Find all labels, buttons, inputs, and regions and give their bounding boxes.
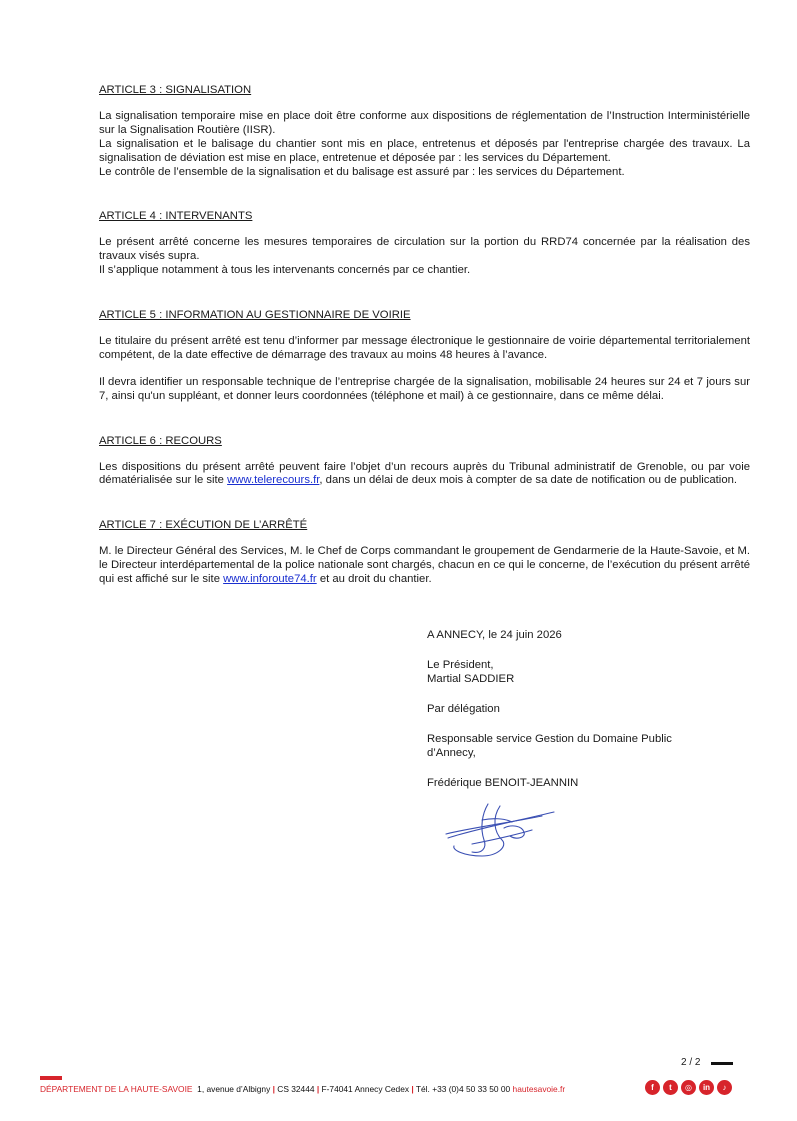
- footer-phone: Tél. +33 (0)4 50 33 50 00: [415, 1084, 511, 1094]
- article-5: [99, 309, 750, 404]
- article-3: [99, 84, 750, 179]
- president-name: Martial SADDIER: [427, 673, 515, 685]
- paragraph-text: Les dispositions du présent arrêté peuvent faire l’objet d’un recours auprès du Tribunal administratif de Grenoble, ou par voie dématérialisée sur le site: [99, 460, 750, 487]
- twitter-icon[interactable]: t: [663, 1080, 678, 1095]
- footer-address: 1, avenue d’Albigny: [197, 1084, 271, 1094]
- paragraph: Le présent arrêté concerne les mesures temporaires de circulation sur la portion du RRD74 concernée par la réalisation des travaux visés supra.: [99, 236, 750, 263]
- signature-block: [427, 628, 747, 790]
- paragraph: [99, 545, 750, 587]
- article-6: [99, 435, 750, 489]
- linkedin-icon[interactable]: in: [699, 1080, 714, 1095]
- article-title: ARTICLE 5 : INFORMATION AU GESTIONNAIRE DE VOIRIE: [99, 309, 411, 322]
- role-line: d’Annecy,: [427, 747, 476, 759]
- department-name: DÉPARTEMENT DE LA HAUTE-SAVOIE: [40, 1084, 193, 1094]
- article-title: ARTICLE 3 : SIGNALISATION: [99, 84, 252, 96]
- inforoute-link[interactable]: www.inforoute74.fr: [223, 573, 317, 586]
- footer-separator: |: [411, 1084, 414, 1094]
- paragraph: La signalisation et le balisage du chantier sont mis en place, entretenus et déposés par l'entreprise chargée des travaux. La signalisation de déviation est mise en place, entretenue et déposée par : les services du Département.: [99, 137, 750, 164]
- footer-city: F-74041 Annecy Cedex: [321, 1084, 410, 1094]
- paragraph: Le contrôle de l’ensemble de la signalisation et du balisage est assuré par : les services du Département.: [99, 165, 625, 178]
- page-number-bar: [711, 1062, 733, 1065]
- paragraph-text: M. le Directeur Général des Services, M. le Chef de Corps commandant le groupement de Gendarmerie de la Haute-Savoie, et M. le Directeur interdépartemental de la police nationale sont chargés, chacun en ce qui le concerne, de l’exécution du présent arrêté qui est affiché sur le site: [99, 545, 750, 586]
- article-7: [99, 519, 750, 587]
- paragraph: [99, 461, 750, 489]
- document-body: [99, 84, 750, 587]
- footer-accent-bar: [40, 1076, 62, 1080]
- paragraph: Il devra identifier un responsable technique de l’entreprise chargée de la signalisation, mobilisable 24 heures sur 24 et 7 jours sur 7, ainsi qu'un suppléant, et donner leurs coordonnées (téléphone et mail) à ce gestionnaire, dans ce même délai.: [99, 375, 750, 402]
- tiktok-icon[interactable]: ♪: [717, 1080, 732, 1095]
- handwritten-signature: [442, 800, 562, 860]
- paragraph: La signalisation temporaire mise en place doit être conforme aux dispositions de réglementation de l’Instruction Interministérielle sur la Signalisation Routière (IISR).: [99, 109, 750, 136]
- facebook-icon[interactable]: f: [645, 1080, 660, 1095]
- footer-separator: |: [272, 1084, 275, 1094]
- paragraph-text: , dans un délai de deux mois à compter de sa date de notification ou de publication.: [319, 474, 738, 487]
- delegation-text: Par délégation: [427, 703, 500, 715]
- telerecours-link[interactable]: www.telerecours.fr: [227, 474, 320, 487]
- article-4: [99, 210, 750, 278]
- instagram-icon[interactable]: ◎: [681, 1080, 696, 1095]
- social-icons: [645, 1080, 732, 1095]
- paragraph: Le titulaire du présent arrêté est tenu d’informer par message électronique le gestionnaire de voirie départemental territorialement compétent, de la date effective de démarrage des travaux au moins 48 heures à l’avance.: [99, 334, 750, 361]
- footer-website[interactable]: hautesavoie.fr: [512, 1084, 566, 1094]
- page-number: 2 / 2: [681, 1057, 701, 1068]
- paragraph-text: et au droit du chantier.: [316, 573, 432, 586]
- article-title: ARTICLE 7 : EXÉCUTION DE L’ARRÊTÉ: [99, 519, 308, 532]
- footer: [40, 1084, 565, 1094]
- footer-cs: CS 32444: [277, 1084, 315, 1094]
- footer-separator: |: [316, 1084, 320, 1094]
- article-title: ARTICLE 4 : INTERVENANTS: [99, 210, 253, 223]
- article-title: ARTICLE 6 : RECOURS: [99, 434, 222, 447]
- role-line: Responsable service Gestion du Domaine Public: [427, 733, 672, 745]
- signatory-name: Frédérique BENOIT-JEANNIN: [427, 777, 579, 789]
- place-date: A ANNECY, le 24 juin 2026: [427, 629, 562, 641]
- president-title: Le Président,: [427, 659, 494, 671]
- paragraph: Il s’applique notamment à tous les intervenants concernés par ce chantier.: [99, 264, 471, 277]
